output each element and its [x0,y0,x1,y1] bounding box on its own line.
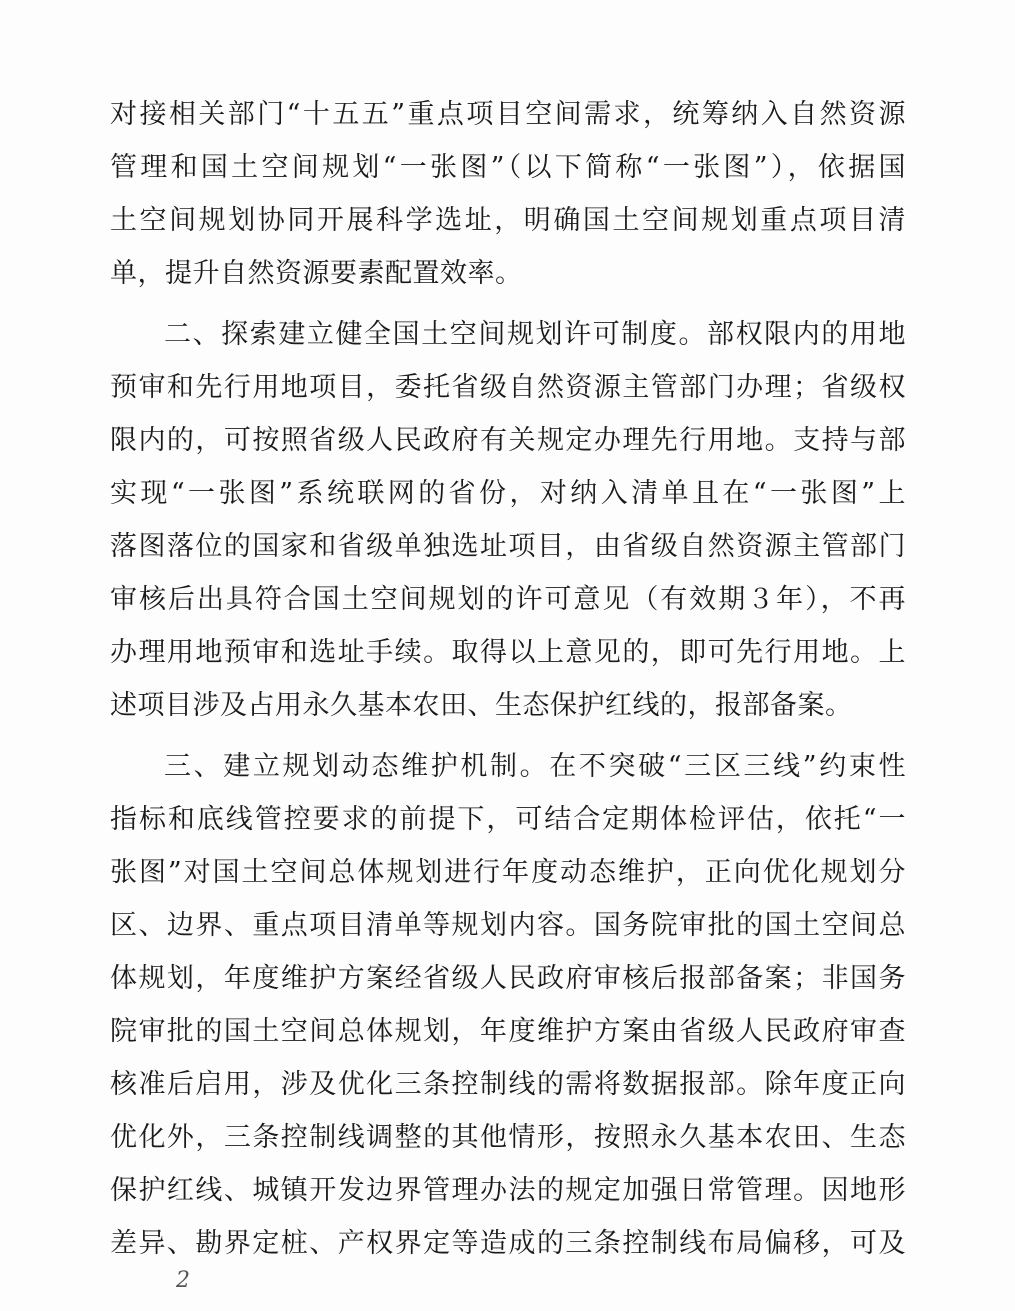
text-line: 优化外，三条控制线调整的其他情形，按照永久基本农田、生态 [110,1122,906,1153]
text-line: 体规划，年度维护方案经省级人民政府审核后报部备案；非国务 [110,963,906,994]
text-line: 办理用地预审和选址手续。取得以上意见的，即可先行用地。上 [110,637,906,668]
text-line: 管理和国土空间规划“一张图”（以下简称“一张图”），依据国 [110,152,906,183]
text-line: 土空间规划协同开展科学选址，明确国土空间规划重点项目清 [110,205,906,236]
text-line: 三、建立规划动态维护机制。在不突破“三区三线”约束性 [164,751,906,782]
text-line: 实现“一张图”系统联网的省份，对纳入清单且在“一张图”上 [110,478,906,509]
text-line: 核准后启用，涉及优化三条控制线的需将数据报部。除年度正向 [110,1069,906,1100]
paragraph [110,740,906,1270]
text-line: 预审和先行用地项目，委托省级自然资源主管部门办理；省级权 [110,372,906,403]
text-line: 保护红线、城镇开发边界管理办法的规定加强日常管理。因地形 [110,1175,906,1206]
text-line: 差异、勘界定桩、产权界定等造成的三条控制线布局偏移，可及 [110,1228,906,1259]
text-line: 审核后出具符合国土空间规划的许可意见（有效期３年），不再 [110,584,906,615]
document-body [110,88,906,1270]
paragraph [110,308,906,732]
text-line: 限内的，可按照省级人民政府有关规定办理先行用地。支持与部 [110,425,906,456]
page-number: 2 [176,1268,190,1293]
text-line: 落图落位的国家和省级单独选址项目，由省级自然资源主管部门 [110,531,906,562]
text-line: 区、边界、重点项目清单等规划内容。国务院审批的国土空间总 [110,910,906,941]
text-line: 二、探索建立健全国土空间规划许可制度。部权限内的用地 [164,319,906,350]
text-line: 述项目涉及占用永久基本农田、生态保护红线的，报部备案。 [110,690,853,721]
text-line: 张图”对国土空间总体规划进行年度动态维护，正向优化规划分 [110,857,906,888]
text-line: 对接相关部门“十五五”重点项目空间需求，统筹纳入自然资源 [110,99,906,130]
text-line: 院审批的国土空间总体规划，年度维护方案由省级人民政府审查 [110,1016,906,1047]
text-line: 单，提升自然资源要素配置效率。 [110,258,523,289]
paragraph [110,88,906,300]
text-line: 指标和底线管控要求的前提下，可结合定期体检评估，依托“一 [110,804,906,835]
